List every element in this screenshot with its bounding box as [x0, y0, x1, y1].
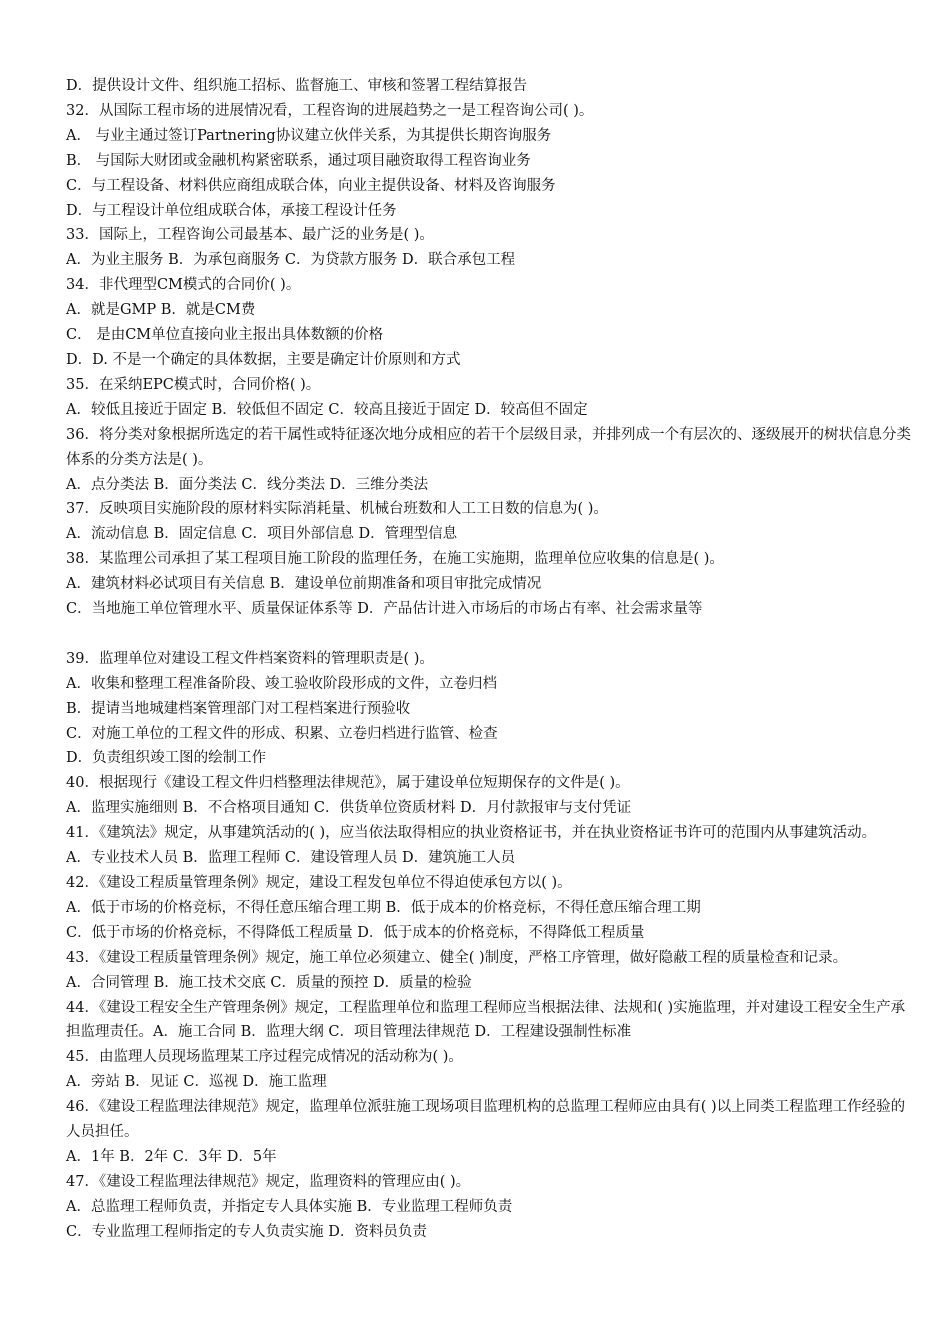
- option-line: C．对施工单位的工程文件的形成、积累、立卷归档进行监管、检查: [66, 725, 498, 742]
- question-32: 32．从国际工程市场的进展情况看，工程咨询的进展趋势之一是工程咨询公司( )。: [66, 102, 594, 119]
- option-line: D．D. 不是一个确定的具体数据，主要是确定计价原则和方式: [66, 351, 461, 368]
- question-43: 43．《建设工程质量管理条例》规定，施工单位必须建立、健全( )制度，严格工序管理，做好隐蔽工程的质量检查和记录。: [66, 949, 848, 966]
- question-45: 45．由监理人员现场监理某工序过程完成情况的活动称为( )。: [66, 1049, 463, 1066]
- question-41: 41．《建筑法》规定，从事建筑活动的( )，应当依法取得相应的执业资格证书，并在执业资格证书许可的范围内从事建筑活动。: [66, 825, 877, 842]
- option-line: D．与工程设计单位组成联合体，承接工程设计任务: [66, 202, 397, 219]
- option-line: A．监理实施细则 B．不合格项目通知 C．供货单位资质材料 D．月付款报审与支付凭证: [66, 800, 632, 817]
- text-line: D．提供设计文件、组织施工招标、监督施工、审核和签署工程结算报告: [66, 78, 528, 94]
- option-line: C．低于市场的价格竞标，不得降低工程质量 D．低于成本的价格竞标，不得降低工程质量: [66, 924, 645, 941]
- question-33: 33．国际上，工程咨询公司最基本、最广泛的业务是( )。: [66, 227, 434, 244]
- question-38: 38．某监理公司承担了某工程项目施工阶段的监理任务，在施工实施期，监理单位应收集的信息是( )。: [66, 551, 724, 568]
- option-line: C．专业监理工程师指定的专人负责实施 D．资料员负责: [66, 1223, 427, 1240]
- blank-line: [66, 622, 912, 647]
- option-line: A．流动信息 B．固定信息 C．项目外部信息 D．管理型信息: [66, 526, 458, 543]
- option-line: D．负责组织竣工图的绘制工作: [66, 750, 267, 767]
- option-line: A．低于市场的价格竞标，不得任意压缩合理工期 B．低于成本的价格竞标，不得任意压缩合理工期: [66, 899, 701, 916]
- option-line: A．为业主服务 B．为承包商服务 C．为贷款方服务 D．联合承包工程: [66, 252, 516, 269]
- option-line: B． 与国际大财团或金融机构紧密联系，通过项目融资取得工程咨询业务: [66, 152, 531, 169]
- option-line: A．总监理工程师负责，并指定专人具体实施 B．专业监理工程师负责: [66, 1198, 513, 1215]
- question-40: 40．根据现行《建设工程文件归档整理法律规范》，属于建设单位短期保存的文件是( )。: [66, 775, 630, 792]
- option-line: B．提请当地城建档案管理部门对工程档案进行预验收: [66, 700, 411, 717]
- option-line: A．收集和整理工程准备阶段、竣工验收阶段形成的文件，立卷归档: [66, 675, 497, 692]
- question-44: 44．《建设工程安全生产管理条例》规定，工程监理单位和监理工程师应当根据法律、法规和( )实施监理，并对建设工程安全生产承担监理责任。A．施工合同 B．监理大纲 C．项目管理法律规范 D．工程建设强制性标准: [66, 999, 906, 1041]
- option-line: A．就是GMP B．就是CM费: [66, 302, 256, 319]
- option-line: C．当地施工单位管理水平、质量保证体系等 D．产品估计进入市场后的市场占有率、社会需求量等: [66, 601, 703, 618]
- option-line: C． 是由CM单位直接向业主报出具体数额的价格: [66, 327, 384, 344]
- option-line: A．旁站 B．见证 C．巡视 D．施工监理: [66, 1074, 327, 1091]
- question-39: 39．监理单位对建设工程文件档案资料的管理职责是( )。: [66, 650, 434, 667]
- option-line: A．建筑材料必试项目有关信息 B．建设单位前期准备和项目审批完成情况: [66, 576, 542, 593]
- option-line: C．与工程设备、材料供应商组成联合体，向业主提供设备、材料及咨询服务: [66, 177, 556, 194]
- option-line: A．1年 B．2年 C．3年 D．5年: [66, 1148, 277, 1165]
- question-36: 36．将分类对象根据所选定的若干属性或特征逐次地分成相应的若干个层级目录，并排列成一个有层次的、逐级展开的树状信息分类体系的分类方法是( )。: [66, 426, 911, 468]
- option-line: A．点分类法 B．面分类法 C．线分类法 D．三维分类法: [66, 476, 429, 493]
- option-line: A．专业技术人员 B．监理工程师 C．建设管理人员 D．建筑施工人员: [66, 850, 516, 867]
- question-42: 42．《建设工程质量管理条例》规定，建设工程发包单位不得迫使承包方以( )。: [66, 874, 572, 891]
- question-46: 46．《建设工程监理法律规范》规定，监理单位派驻施工现场项目监理机构的总监理工程师应由具有( )以上同类工程监理工作经验的人员担任。: [66, 1099, 906, 1141]
- question-47: 47．《建设工程监理法律规范》规定，监理资料的管理应由( )。: [66, 1173, 471, 1190]
- question-37: 37．反映项目实施阶段的原材料实际消耗量、机械台班数和人工工日数的信息为( )。: [66, 501, 608, 518]
- question-34: 34．非代理型CM模式的合同价( )。: [66, 277, 301, 294]
- option-line: A． 与业主通过签订Partnering协议建立伙伴关系，为其提供长期咨询服务: [66, 127, 552, 144]
- document-page: [66, 74, 912, 1245]
- option-line: A．较低且接近于固定 B．较低但不固定 C．较高且接近于固定 D．较高但不固定: [66, 401, 588, 418]
- option-line: A．合同管理 B．施工技术交底 C．质量的预控 D．质量的检验: [66, 974, 472, 991]
- question-35: 35．在采纳EPC模式时，合同价格( )。: [66, 376, 321, 393]
